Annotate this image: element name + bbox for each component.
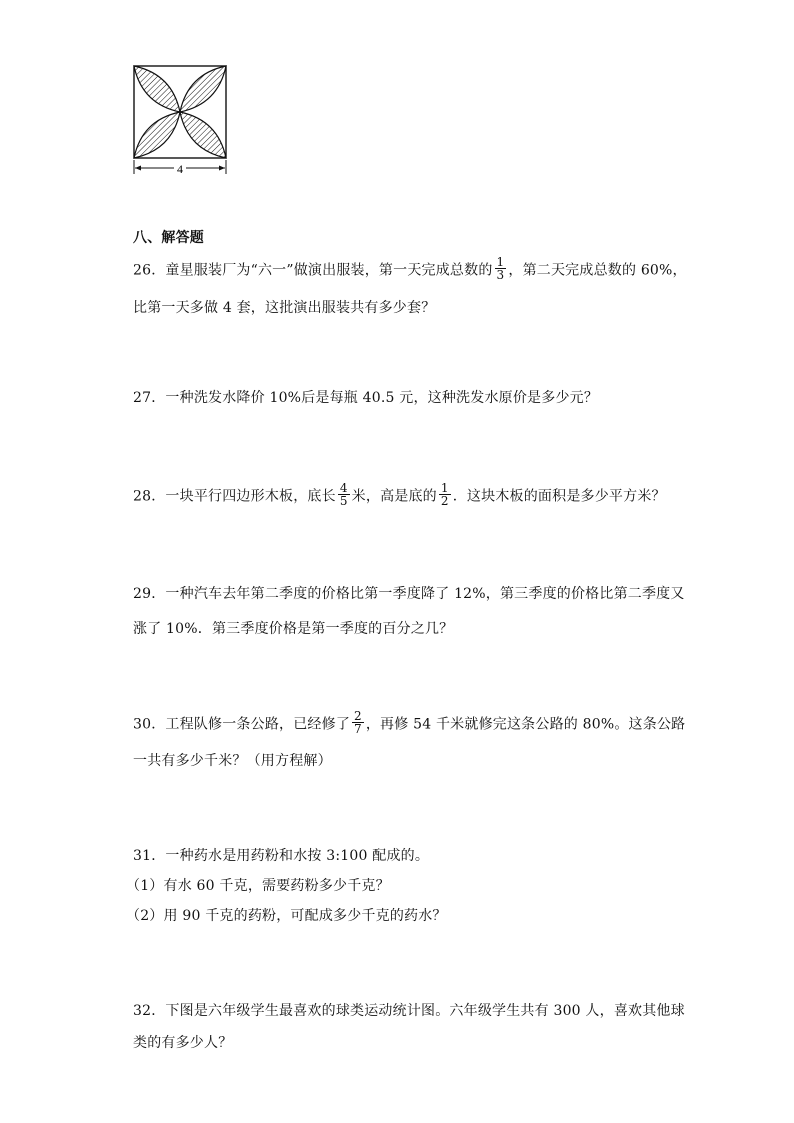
leaf-bottom-left bbox=[134, 112, 180, 158]
question-31-line-1: 31．一种药水是用药粉和水按 3:100 配成的。 bbox=[133, 848, 430, 864]
q26-text-a: 26．童星服装厂为“六一”做演出服装，第一天完成总数的 bbox=[133, 262, 493, 279]
leaf-top-right bbox=[180, 66, 226, 112]
q28-text-b: 米，高是底的 bbox=[351, 488, 437, 505]
q28-text-a: 28．一块平行四边形木板，底长 bbox=[133, 488, 336, 505]
q30-fraction: $\frac{2}{7}$ bbox=[354, 709, 362, 736]
section-heading: 八、解答题 bbox=[133, 230, 204, 246]
question-27: 27．一种洗发水降价 10%后是每瓶 40.5 元，这种洗发水原价是多少元？ bbox=[133, 390, 599, 406]
q26-text-b: ，第二天完成总数的 60%， bbox=[508, 262, 687, 279]
question-31-part-2: （2）用 90 千克的药粉，可配成多少千克的药水？ bbox=[126, 908, 447, 924]
leaf-top-left bbox=[134, 66, 180, 112]
q28-text-c: ．这块木板的面积是多少平方米？ bbox=[452, 488, 666, 505]
question-30-line-1 bbox=[133, 709, 686, 737]
question-32-line-2: 类的有多少人？ bbox=[133, 1035, 233, 1051]
q28-fraction-base: $\frac{4}{5}$ bbox=[339, 481, 348, 508]
question-31-part-1: （1）有水 60 千克，需要药粉多少千克？ bbox=[126, 878, 390, 894]
q28-fraction-height: $\frac{1}{2}$ bbox=[440, 481, 449, 508]
leaf-bottom-right bbox=[180, 112, 226, 158]
question-26-line-2: 比第一天多做 4 套，这批演出服装共有多少套？ bbox=[133, 300, 436, 316]
square-leaf-figure bbox=[130, 64, 230, 176]
q30-text-b: ，再修 54 千米就修完这条公路的 80%。这条公路 bbox=[365, 716, 686, 733]
question-32-line-1: 32．下图是六年级学生最喜欢的球类运动统计图。六年级学生共有 300 人，喜欢其他球 bbox=[133, 1003, 685, 1019]
arrow-right bbox=[219, 166, 225, 171]
q30-text-a: 30．工程队修一条公路，已经修了 bbox=[133, 716, 351, 733]
question-28 bbox=[133, 481, 666, 509]
arrow-left bbox=[135, 166, 141, 171]
question-30-line-2: 一共有多少千米？（用方程解） bbox=[133, 753, 332, 769]
question-29-line-2: 涨了 10%．第三季度价格是第一季度的百分之几？ bbox=[133, 621, 454, 637]
q26-fraction: $\frac{1}{3}$ bbox=[496, 255, 505, 282]
question-29-line-1: 29．一种汽车去年第二季度的价格比第一季度降了 12%，第三季度的价格比第二季度又 bbox=[133, 586, 685, 602]
question-26-line-1 bbox=[133, 255, 687, 283]
dimension-label: 4 bbox=[177, 162, 183, 176]
square-leaf-diagram bbox=[130, 64, 230, 176]
